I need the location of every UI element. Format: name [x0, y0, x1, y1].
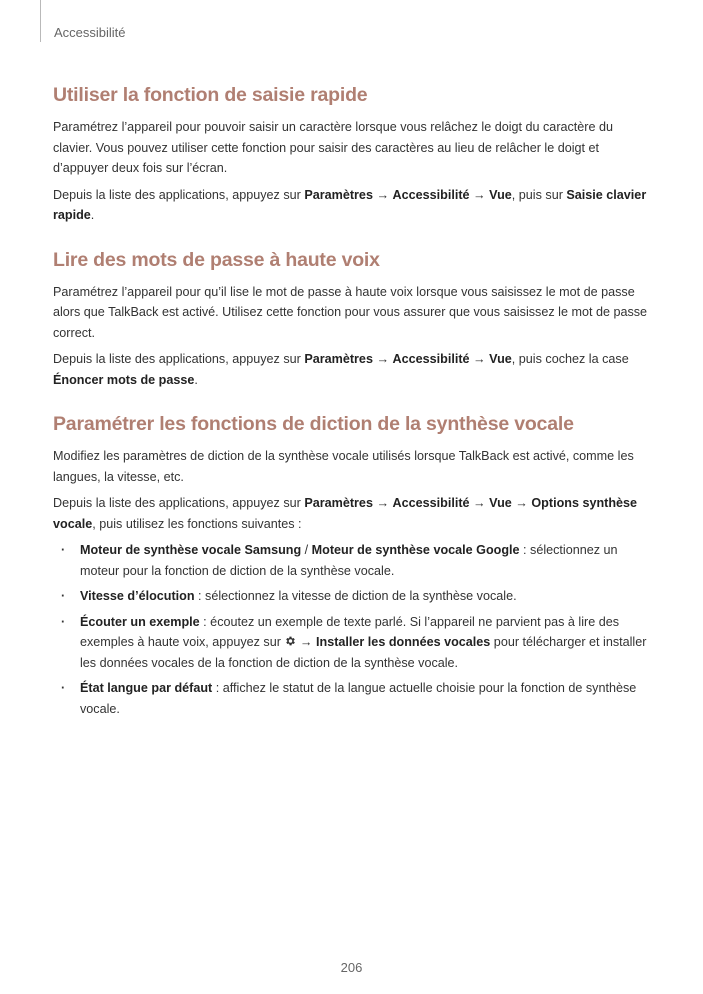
option-name: Moteur de synthèse vocale Google [311, 543, 520, 557]
bullet: · [61, 614, 66, 629]
paragraph: Paramétrez l’appareil pour qu’il lise le mot de passe à haute voix lorsque vous saisissez le mot de passe alors que TalkBack est activé. Utilisez cette fonction pour vous assurer que vous saisissez le mot de passe correct. [53, 284, 648, 340]
menu-path-accessibility: Accessibilité [392, 352, 470, 366]
list-item: · État langue par défaut : affichez le statut de la langue actuelle choisie pour la fonction de synthèse vocale. [53, 678, 651, 719]
menu-path-accessibility: Accessibilité [392, 496, 470, 510]
section-tts-options [53, 412, 651, 719]
instruction-paragraph: Depuis la liste des applications, appuyez sur Paramètres → Accessibilité → Vue, puis cochez la case Énoncer mots de passe. [53, 352, 629, 387]
menu-path-vision: Vue [489, 352, 512, 366]
menu-path-settings: Paramètres [304, 352, 373, 366]
bullet: · [61, 543, 66, 557]
running-header: Accessibilité [54, 25, 126, 40]
list-item: · Écouter un exemple : écoutez un exemple de texte parlé. Si l’appareil ne parvient pas à lire des exemples à haute voix, appuyez sur → Installer les données vocales pour télécharger et installer les données vocales de la fonction de diction de la synthèse vocale. [53, 612, 651, 674]
bullet: · [61, 681, 66, 695]
option-name: Installer les données vocales [316, 635, 491, 649]
bullet: · [61, 589, 66, 603]
list-item: · Vitesse d’élocution : sélectionnez la vitesse de diction de la synthèse vocale. [53, 586, 651, 607]
menu-path-settings: Paramètres [304, 187, 373, 202]
paragraph: Modifiez les paramètres de diction de la synthèse vocale utilisés lorsque TalkBack est activé, comme les langues, la vitesse, etc. [53, 449, 634, 484]
option-quick-keyboard-input: Saisie clavier rapide [53, 187, 647, 222]
instruction-paragraph: Depuis la liste des applications, appuyez sur Paramètres → Accessibilité → Vue → Options synthèse vocale, puis utilisez les fonctions suivantes : [53, 496, 638, 531]
section-title: Lire des mots de passe à haute voix [53, 248, 380, 271]
menu-path-settings: Paramètres [304, 496, 373, 510]
option-name: État langue par défaut [80, 681, 213, 695]
section-title: Paramétrer les fonctions de diction de la synthèse vocale [53, 413, 574, 435]
list-item: · Moteur de synthèse vocale Samsung / Moteur de synthèse vocale Google : sélectionnez un moteur pour la fonction de diction de la synthèse vocale. [53, 540, 651, 581]
paragraph: Paramétrez l’appareil pour pouvoir saisir un caractère lorsque vous relâchez le doigt du caractère du clavier. Vous pouvez utiliser cette fonction pour saisir des caractères au lieu de relâcher le doigt et d’appuyer deux fois sur l’écran. [53, 120, 614, 175]
page-content [53, 83, 651, 741]
menu-path-vision: Vue [489, 187, 512, 202]
section-quick-input [53, 83, 651, 226]
menu-path-accessibility: Accessibilité [392, 187, 470, 202]
options-list [53, 540, 651, 719]
gear-icon [284, 635, 296, 647]
instruction-paragraph: Depuis la liste des applications, appuyez sur Paramètres → Accessibilité → Vue, puis sur Saisie clavier rapide. [53, 187, 647, 222]
section-title: Utiliser la fonction de saisie rapide [53, 84, 368, 106]
option-name: Vitesse d’élocution [80, 589, 195, 603]
menu-path-vision: Vue [489, 496, 512, 510]
header-divider [40, 0, 41, 42]
menu-path-tts-options: Options synthèse vocale [53, 496, 638, 531]
section-speak-passwords [53, 248, 651, 391]
option-name: Moteur de synthèse vocale Samsung [80, 543, 302, 557]
option-name: Écouter un exemple [80, 614, 200, 629]
option-speak-passwords: Énoncer mots de passe [53, 372, 195, 387]
page-number: 206 [340, 960, 363, 975]
